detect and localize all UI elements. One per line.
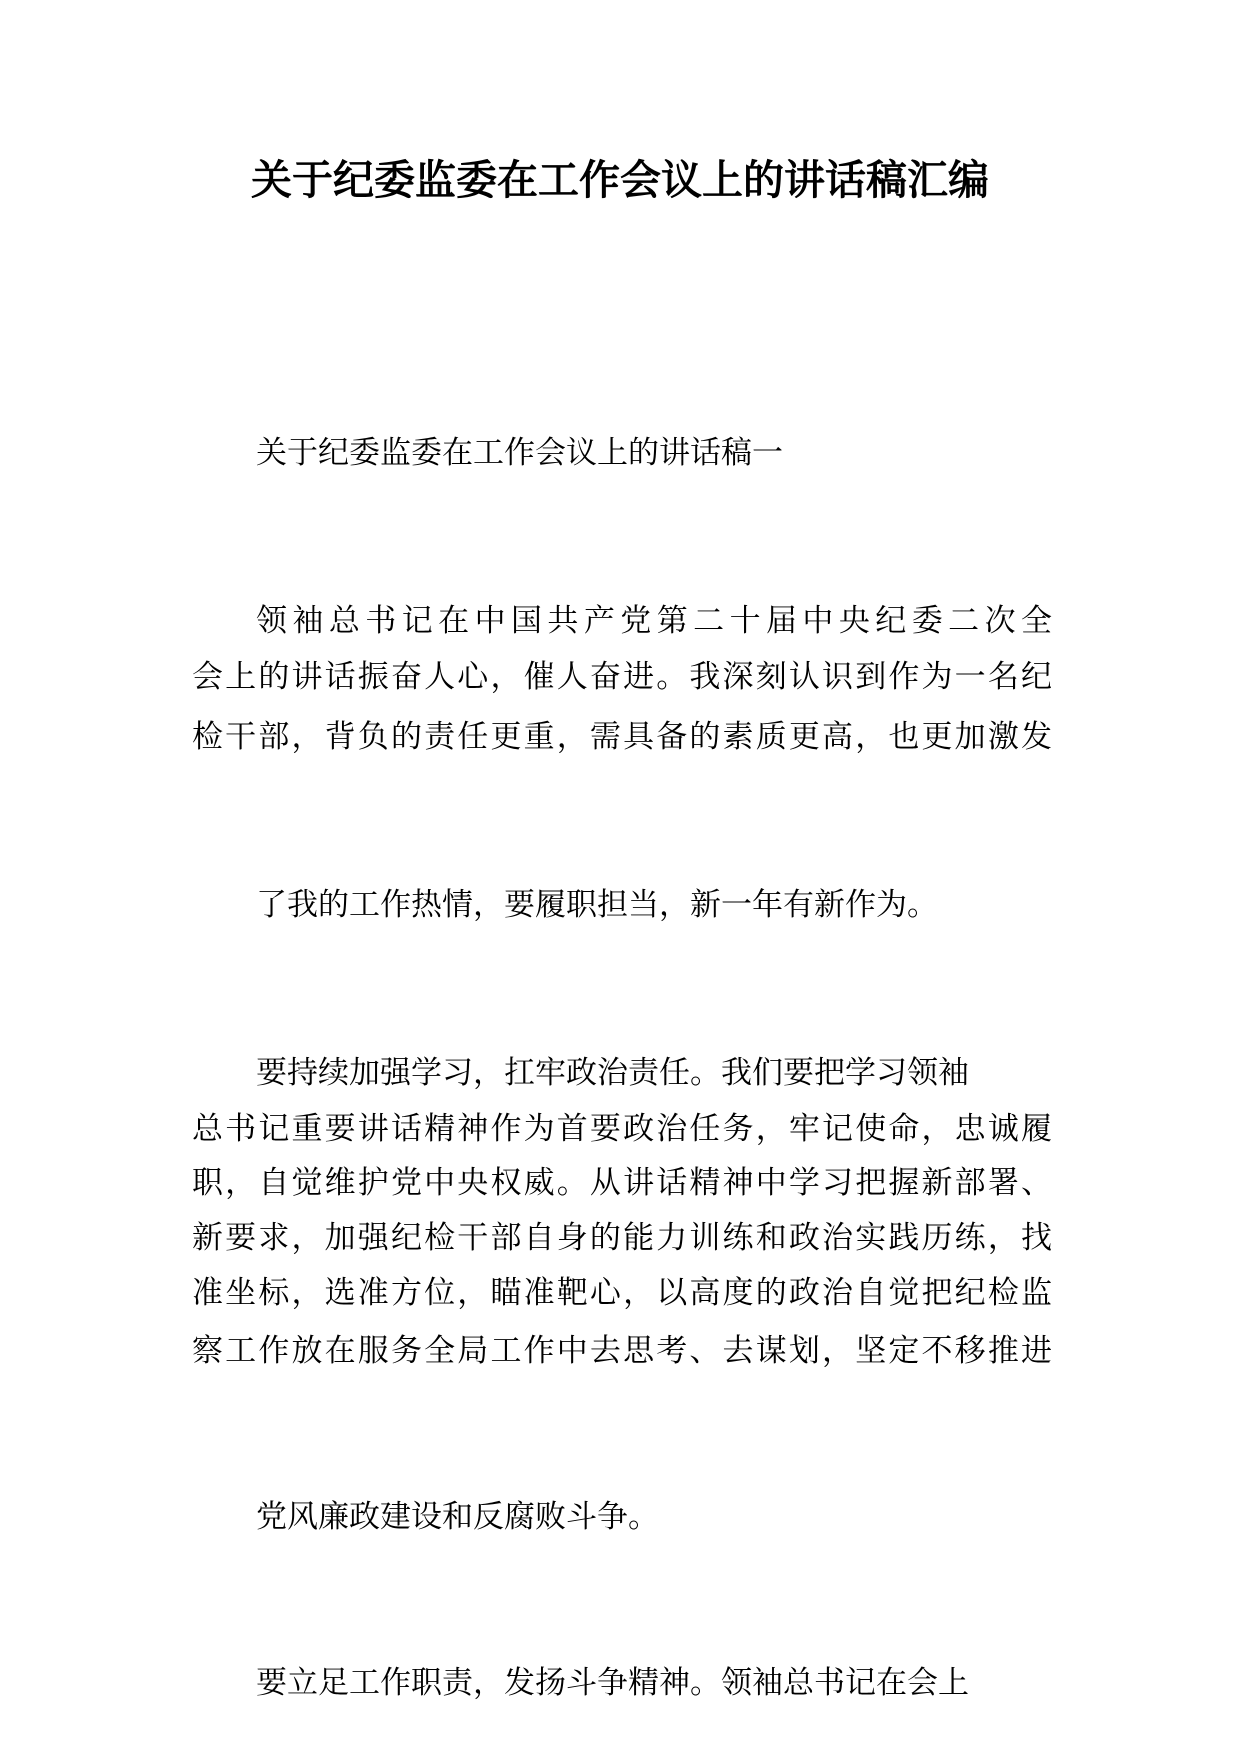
paragraph-line: 领袖总书记在中国共产党第二十届中央纪委二次全 (256, 603, 1052, 639)
section-heading-1: 关于纪委监委在工作会议上的讲话稿一 (256, 435, 783, 471)
paragraph-line: 要持续加强学习，扛牢政治责任。我们要把学习领袖 (256, 1055, 969, 1091)
paragraph-line: 要立足工作职责，发扬斗争精神。领袖总书记在会上 (256, 1665, 969, 1701)
document-title: 关于纪委监委在工作会议上的讲话稿汇编 (251, 156, 989, 204)
paragraph-line: 新要求，加强纪检干部自身的能力训练和政治实践历练，找 (192, 1220, 1052, 1256)
paragraph-line: 检干部，背负的责任更重，需具备的素质更高，也更加激发 (192, 719, 1052, 755)
paragraph-line: 总书记重要讲话精神作为首要政治任务，牢记使命，忠诚履 (192, 1111, 1052, 1147)
paragraph-line: 职，自觉维护党中央权威。从讲话精神中学习把握新部署、 (192, 1165, 1052, 1201)
paragraph-line: 察工作放在服务全局工作中去思考、去谋划，坚定不移推进 (192, 1333, 1052, 1369)
paragraph-line: 准坐标，选准方位，瞄准靶心，以高度的政治自觉把纪检监 (192, 1275, 1052, 1311)
paragraph-line: 党风廉政建设和反腐败斗争。 (256, 1499, 659, 1535)
paragraph-line: 会上的讲话振奋人心，催人奋进。我深刻认识到作为一名纪 (192, 659, 1052, 695)
paragraph-line: 了我的工作热情，要履职担当，新一年有新作为。 (256, 887, 938, 923)
